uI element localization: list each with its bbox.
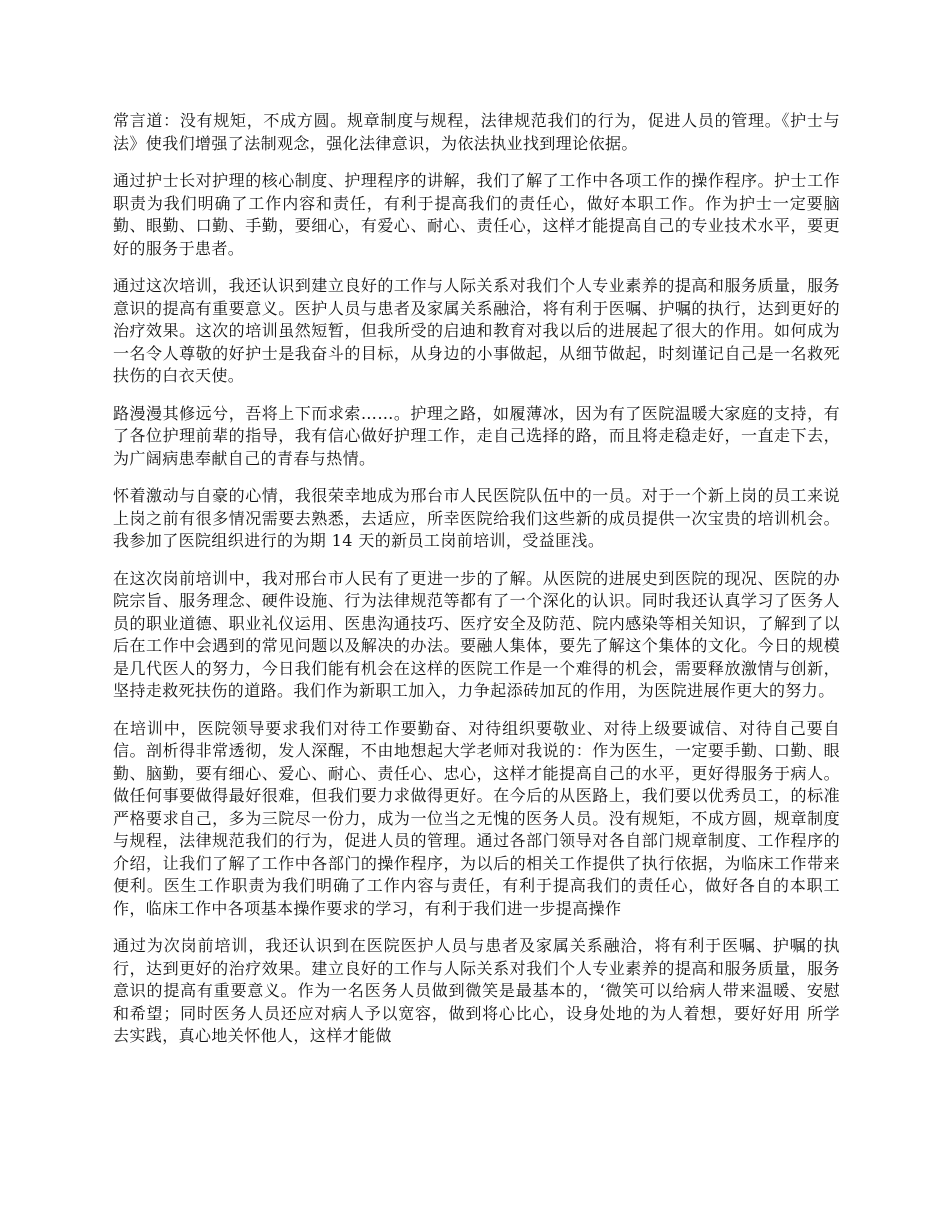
paragraph-1: 常言道：没有规矩，不成方圆。规章制度与规程，法律规范我们的行为，促进人员的管理。《护士与法》使我们增强了法制观念，强化法律意识，为依法执业找到理论依据。: [113, 111, 840, 153]
document-page: [113, 110, 840, 1063]
paragraph-2: 通过护士长对护理的核心制度、护理程序的讲解，我们了解了工作中各项工作的操作程序。护士工作职责为我们明确了工作内容和责任，有利于提高我们的责任心，做好本职工作。作为护士一定要脑勤、眼勤、口勤、手勤，要细心，有爱心、耐心、责任心，这样才能提高自己的专业技术水平，要更好的服务于患者。: [113, 171, 840, 258]
paragraph-6: 在这次岗前培训中，我对邢台市人民有了更进一步的了解。从医院的进展史到医院的现况、医院的办院宗旨、服务理念、硬件设施、行为法律规范等都有了一个深化的认识。同时我还认真学习了医务人员的职业道德、职业礼仪运用、医患沟通技巧、医疗安全及防范、院内感染等相关知识，了解到了以后在工作中会遇到的常见问题以及解决的办法。要融人集体，要先了解这个集体的文化。今日的规模是几代医人的努力，今日我们能有机会在这样的医院工作是一个难得的机会，需要释放激情与创新，坚持走救死扶伤的道路。我们作为新职工加入，力争起添砖加瓦的作用，为医院进展作更大的努力。: [113, 568, 840, 700]
paragraph-8: 通过为次岗前培训，我还认识到在医院医护人员与患者及家属关系融洽，将有利于医嘱、护嘱的执行，达到更好的治疗效果。建立良好的工作与人际关系对我们个人专业素养的提高和服务质量，服务意识的提高有重要意义。作为一名医务人员做到微笑是最基本的，‘微笑可以给病人带来温暖、安慰和希望；同时医务人员还应对病人予以宽容，做到将心比心，设身处地的为人着想，要好好用 所学去实践，真心地关怀他人，这样才能做: [113, 936, 840, 1045]
paragraph-4: 路漫漫其修远兮，吾将上下而求索……。护理之路，如履薄冰，因为有了医院温暖大家庭的支持，有了各位护理前辈的指导，我有信心做好护理工作，走自己选择的路，而且将走稳走好，一直走下去，为广阔病患奉献自己的青春与热情。: [113, 403, 840, 468]
paragraph-5: 怀着激动与自豪的心情，我很荣幸地成为邢台市人民医院队伍中的一员。对于一个新上岗的员工来说上岗之前有很多情况需要去熟悉，去适应，所幸医院给我们这些新的成员提供一次宝贵的培训机会。我参加了医院组织进行的为期 14 天的新员工岗前培训，受益匪浅。: [113, 486, 840, 550]
paragraph-3: 通过这次培训，我还认识到建立良好的工作与人际关系对我们个人专业素养的提高和服务质量，服务意识的提高有重要意义。医护人员与患者及家属关系融洽，将有利于医嘱、护嘱的执行，达到更好的治疗效果。这次的培训虽然短暂，但我所受的启迪和教育对我以后的进展起了很大的作用。如何成为一名令人尊敬的好护士是我奋斗的目标，从身边的小事做起，从细节做起，时刻谨记自己是一名救死扶伤的白衣天使。: [113, 276, 840, 385]
paragraph-7: 在培训中，医院领导要求我们对待工作要勤奋、对待组织要敬业、对待上级要诚信、对待自己要自信。剖析得非常透彻，发人深醒，不由地想起大学老师对我说的：作为医生，一定要手勤、口勤、眼勤、脑勤，要有细心、爱心、耐心、责任心、忠心，这样才能提高自己的水平，更好得服务于病人。做任何事要做得最好很难，但我们要力求做得更好。在今后的从医路上，我们要以优秀员工，的标准严格要求自己，多为三院尽一份力，成为一位当之无愧的医务人员。没有规矩，不成方圆，规章制度与规程，法律规范我们的行为，促进人员的管理。通过各部门领导对各自部门规章制度、工作程序的介绍，让我们了解了工作中各部门的操作程序，为以后的相关工作提供了执行依据，为临床工作带来便利。医生工作职责为我们明确了工作内容与责任，有利于提高我们的责任心，做好各自的本职工作，临床工作中各项基本操作要求的学习，有利于我们进一步提高操作: [113, 718, 840, 918]
